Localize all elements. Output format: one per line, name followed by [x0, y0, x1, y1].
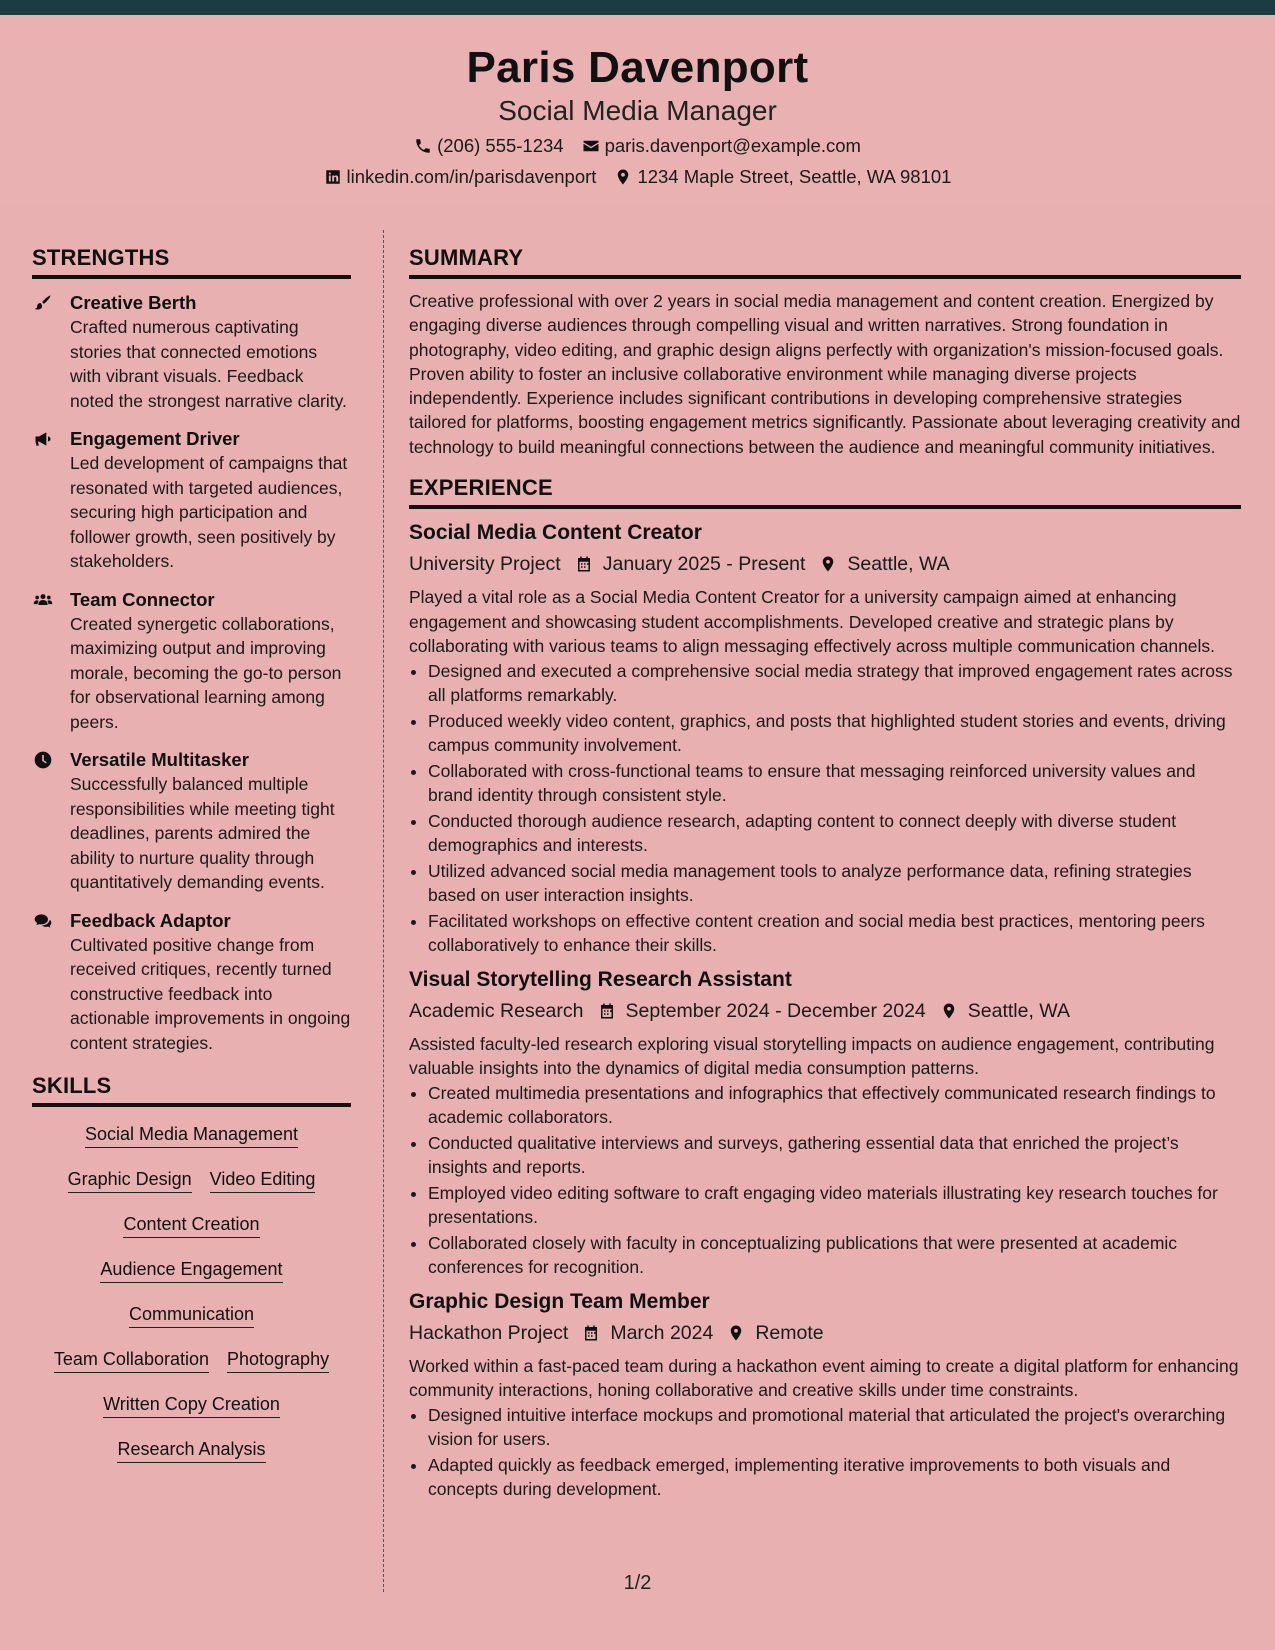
comments-icon: [32, 911, 54, 931]
job-org: Academic Research: [409, 999, 584, 1022]
summary-heading: SUMMARY: [409, 245, 1241, 279]
skill-tag: Team Collaboration: [54, 1348, 209, 1373]
job-meta: [409, 1316, 1241, 1350]
strength-desc: Crafted numerous captivating stories that connected emotions with vibrant visuals. Feedback noted the strongest narrative clarity.: [70, 317, 347, 411]
calendar-icon: [582, 1323, 600, 1343]
skills-list: [32, 1119, 351, 1479]
skill-tag: Communication: [129, 1303, 254, 1328]
phone-text: (206) 555-1234: [437, 135, 564, 156]
strength-item: [32, 588, 351, 735]
experience-section: [409, 475, 1241, 1502]
job-dates: January 2025 - Present: [602, 553, 806, 576]
job-description: Assisted faculty-led research exploring visual storytelling impacts on audience engagement, contributing valuable insights into the dynamics of digital media consumption patterns.: [409, 1033, 1215, 1079]
job-entry: [409, 966, 1241, 1280]
skill-tag: Video Editing: [210, 1168, 316, 1193]
job-org: Hackathon Project: [409, 1321, 569, 1344]
job-dates: March 2024: [610, 1321, 714, 1344]
users-icon: [32, 590, 54, 610]
strength-title: Versatile Multitasker: [70, 749, 249, 770]
address-contact: [614, 166, 951, 188]
calendar-icon: [575, 554, 593, 574]
linkedin-text[interactable]: linkedin.com/in/parisdavenport: [346, 166, 597, 187]
job-bullet: • Collaborated closely with faculty in conceptualizing publications that were presented at academic conferences for recognition.: [428, 1231, 1241, 1280]
strength-title: Team Connector: [70, 588, 215, 610]
strength-desc: Cultivated positive change from received critiques, recently turned constructive feedback into actionable improvements in ongoing content strategies.: [70, 934, 351, 1053]
job-bullet: • Adapted quickly as feedback emerged, implementing iterative improvements to both visuals and concepts during development.: [428, 1453, 1241, 1502]
job-title: Graphic Design Team Member: [409, 1289, 710, 1313]
map-pin-icon: [614, 168, 632, 186]
skills-section: [32, 1073, 351, 1479]
resume-header: [0, 15, 1275, 205]
envelope-icon: [582, 137, 600, 155]
job-description: Worked within a fast-paced team during a hackathon event aiming to create a digital platform for enhancing community interactions, honing collaborative and creative skills under time constraints.: [409, 1355, 1239, 1401]
job-bullet: • Conducted thorough audience research, adapting content to connect deeply with diverse student demographics and interests.: [428, 809, 1241, 858]
strength-desc: Led development of campaigns that resonated with targeted audiences, securing high participation and follower growth, seen positively by stakeholders.: [70, 453, 348, 571]
calendar-icon: [598, 1001, 616, 1021]
job-entry: [409, 1288, 1241, 1502]
job-meta: [409, 547, 1241, 581]
clock-icon: [32, 750, 54, 770]
job-title: Social Media Content Creator: [409, 521, 702, 545]
strength-desc: Successfully balanced multiple responsibilities while meeting tight deadlines, parents admired the ability to nurture quality through quantitatively demanding events.: [70, 774, 335, 892]
strength-title: Feedback Adaptor: [70, 909, 231, 931]
strength-item: [32, 291, 351, 413]
job-meta: [409, 994, 1241, 1028]
email-contact[interactable]: [582, 135, 861, 157]
job-title: Visual Storytelling Research Assistant: [409, 967, 792, 991]
job-location: Seattle, WA: [967, 999, 1070, 1022]
map-pin-icon: [727, 1323, 745, 1343]
map-pin-icon: [940, 1001, 958, 1021]
phone-contact: [414, 135, 564, 157]
experience-heading: EXPERIENCE: [409, 475, 1241, 509]
page-number: 1/2: [623, 1572, 652, 1594]
job-bullet: • Produced weekly video content, graphics, and posts that highlighted student stories and events, driving campus community involvement.: [428, 709, 1241, 758]
skill-tag: Written Copy Creation: [103, 1393, 280, 1418]
skill-tag: Social Media Management: [85, 1123, 298, 1148]
skill-tag: Research Analysis: [117, 1438, 265, 1463]
map-pin-icon: [819, 554, 837, 574]
skill-tag: Graphic Design: [68, 1168, 192, 1193]
email-text[interactable]: paris.davenport@example.com: [604, 135, 861, 156]
job-bullet: • Employed video editing software to craft engaging video materials illustrating key research touches for presentations.: [428, 1181, 1241, 1230]
megaphone-icon: [32, 429, 54, 449]
job-dates: September 2024 - December 2024: [625, 999, 926, 1022]
strength-item: [32, 909, 351, 1056]
skill-tag: Photography: [227, 1348, 329, 1373]
phone-icon: [414, 137, 432, 155]
top-accent-bar: [0, 0, 1275, 15]
skill-tag: Audience Engagement: [100, 1258, 282, 1283]
summary-text: Creative professional with over 2 years in social media management and content creation. Energized by engaging diverse audiences through compelling visual and written narratives. Strong foundation in photography, video editing, and graphic design aligns perfectly with organization's mission-focused goals. Proven ability to foster an inclusive collaborative environment while managing diverse projects independently. Experience includes significant contributions in developing comprehensive strategies tailored for platforms, boosting engagement metrics significantly. Passionate about leveraging creativity and technology to build meaningful connections between the audience and meaningful community initiatives.: [409, 291, 1241, 457]
strengths-heading: STRENGTHS: [32, 245, 351, 279]
strength-item: [32, 748, 351, 895]
candidate-name: Paris Davenport: [466, 43, 809, 92]
strength-item: [32, 427, 351, 574]
strength-title: Creative Berth: [70, 292, 197, 313]
job-bullets: [409, 659, 1241, 958]
column-divider: [383, 230, 384, 1592]
strength-title: Engagement Driver: [70, 428, 240, 449]
job-entry: [409, 519, 1241, 958]
job-org: University Project: [409, 553, 561, 576]
skill-tag: Content Creation: [123, 1213, 259, 1238]
job-location: Remote: [755, 1321, 824, 1344]
job-bullet: • Facilitated workshops on effective content creation and social media best practices, mentoring peers collaboratively to enhance their skills.: [428, 909, 1241, 958]
contact-line-1: [0, 135, 1275, 157]
job-bullet: • Utilized advanced social media management tools to analyze performance data, refining strategies based on user interaction insights.: [428, 859, 1241, 908]
job-bullets: [409, 1403, 1241, 1502]
job-description: Played a vital role as a Social Media Content Creator for a university campaign aimed at enhancing engagement and showcasing student accomplishments. Developed creative and strategic plans by collaborating with various teams to align messaging effectively across multiple communication channels.: [409, 587, 1216, 657]
left-column: [32, 245, 351, 1479]
skills-heading: SKILLS: [32, 1073, 351, 1107]
job-bullet: • Created multimedia presentations and infographics that effectively communicated research findings to academic collaborators.: [428, 1081, 1241, 1130]
candidate-title: Social Media Manager: [498, 95, 777, 126]
right-column: [409, 245, 1241, 1512]
contact-line-2: [0, 166, 1275, 188]
address-text: 1234 Maple Street, Seattle, WA 98101: [637, 166, 952, 187]
strength-desc: Created synergetic collaborations, maximizing output and improving morale, becoming the go-to person for observational learning among peers.: [70, 613, 342, 732]
job-bullet: • Designed intuitive interface mockups and promotional material that articulated the project's overarching vision for users.: [428, 1403, 1241, 1452]
job-bullet: • Designed and executed a comprehensive social media strategy that improved engagement rates across all platforms remarkably.: [428, 659, 1241, 708]
brush-icon: [32, 293, 54, 313]
job-bullet: • Collaborated with cross-functional teams to ensure that messaging reinforced university values and brand identity through consistent style.: [428, 759, 1241, 808]
job-location: Seattle, WA: [847, 553, 950, 576]
linkedin-contact[interactable]: [324, 166, 597, 188]
job-bullet: • Conducted qualitative interviews and surveys, gathering essential data that enriched the project’s insights and reports.: [428, 1131, 1241, 1180]
job-bullets: [409, 1081, 1241, 1280]
linkedin-icon: [324, 168, 342, 186]
